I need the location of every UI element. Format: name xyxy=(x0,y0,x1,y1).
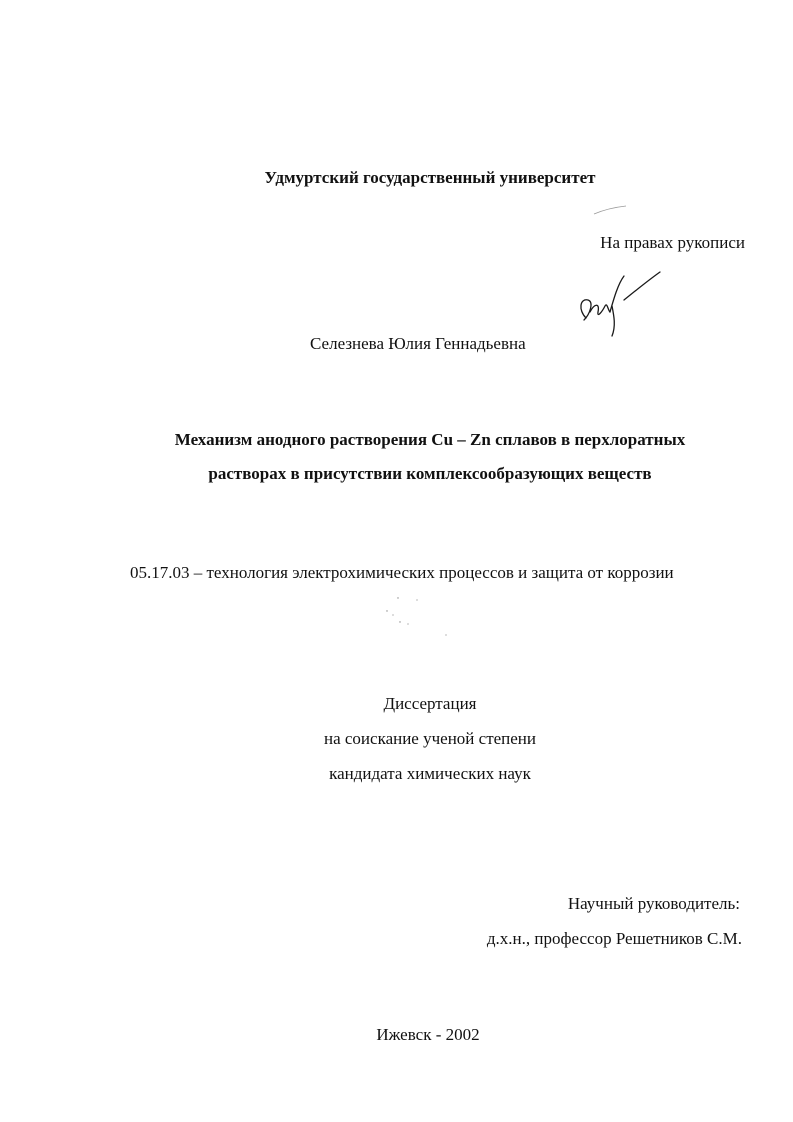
scan-speckles-icon xyxy=(370,590,460,645)
advisor-name: д.х.н., профессор Решетников С.М. xyxy=(486,929,742,948)
university-name: Удмуртский государственный университет xyxy=(264,168,596,187)
place-and-year: Ижевск - 2002 xyxy=(376,1025,480,1044)
advisor-label: Научный руководитель: xyxy=(567,894,740,913)
handwritten-signature-icon xyxy=(572,268,667,343)
rights-note: На правах рукописи xyxy=(600,233,745,252)
degree-name: кандидата химических наук xyxy=(329,764,531,783)
scan-mark-icon xyxy=(590,200,630,220)
dissertation-title-line-2: растворах в присутствии комплексообразующих веществ xyxy=(208,464,652,483)
author-name: Селезнева Юлия Геннадьевна xyxy=(310,334,526,353)
specialty-code: 05.17.03 – технология электрохимических процессов и защита от коррозии xyxy=(130,563,674,582)
degree-purpose: на соискание ученой степени xyxy=(323,729,537,748)
dissertation-label: Диссертация xyxy=(383,694,477,713)
dissertation-title-line-1: Механизм анодного растворения Cu – Zn сплавов в перхлоратных xyxy=(174,430,686,449)
